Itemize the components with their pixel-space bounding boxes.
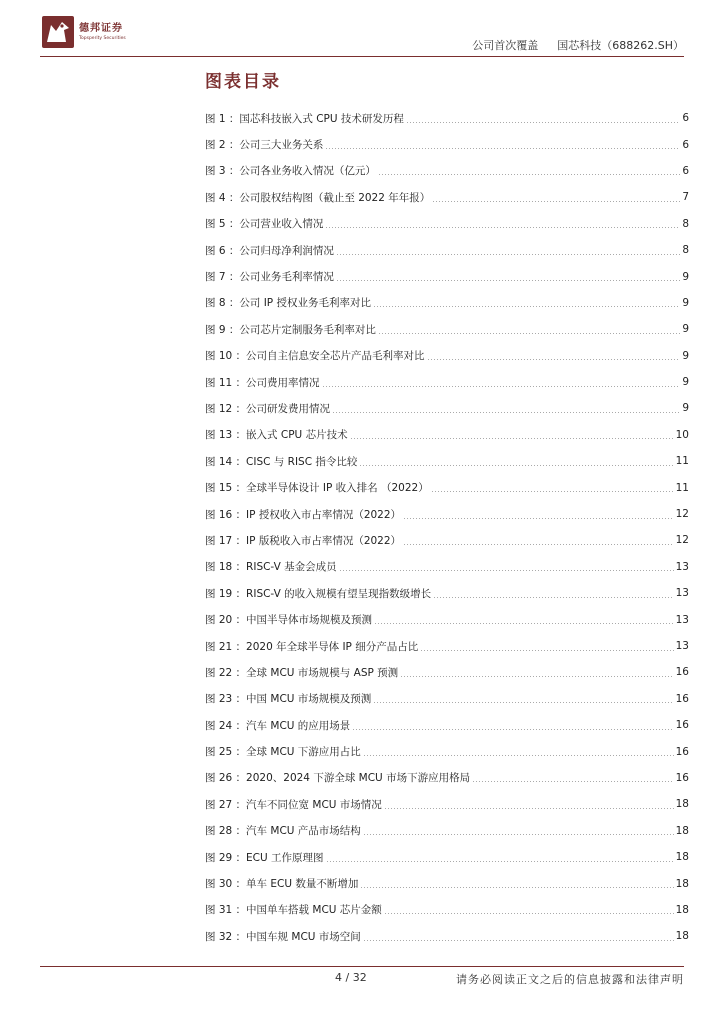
toc-dot-leader: [403, 518, 674, 519]
toc-entry-label: 图 26 ：: [205, 772, 247, 785]
toc-entry[interactable]: [205, 923, 689, 949]
toc-entry-label: 图 10 ：: [205, 350, 247, 363]
toc-dot-leader: [432, 201, 680, 202]
toc-dot-leader: [363, 940, 674, 941]
toc-entry-page: 7: [682, 191, 689, 204]
toc-entry-title: [205, 480, 429, 495]
toc-entry-label: 图 5 ：: [205, 218, 240, 231]
toc-entry-label: 图 13 ：: [205, 429, 247, 442]
toc-entry-title: [205, 691, 371, 706]
toc-entry-page: 10: [675, 428, 689, 441]
toc-entry-title: [205, 823, 361, 838]
toc-entry[interactable]: [205, 105, 689, 131]
toc-entry-title: [205, 929, 361, 944]
toc-entry[interactable]: [205, 897, 689, 923]
toc-entry-label: 图 9 ：: [205, 323, 240, 336]
toc-entry-title: [205, 427, 348, 442]
toc-entry[interactable]: [205, 237, 689, 263]
toc-entry-text: 公司归母净利润情况: [239, 244, 334, 257]
page-number: 4 / 32: [335, 971, 367, 984]
toc-entry[interactable]: [205, 791, 689, 817]
toc-entry-text: 公司费用率情况: [246, 376, 320, 389]
toc-entry-text: 全球 MCU 下游应用占比: [246, 746, 361, 759]
toc-entry-page: 8: [682, 217, 689, 230]
toc-dot-leader: [403, 544, 674, 545]
toc-entry[interactable]: [205, 501, 689, 527]
toc-entry-text: 汽车 MCU 产品市场结构: [246, 825, 361, 838]
toc-entry-page: 9: [682, 296, 689, 309]
toc-dot-leader: [373, 702, 673, 703]
toc-entry[interactable]: [205, 527, 689, 553]
toc-dot-leader: [360, 887, 673, 888]
toc-entry[interactable]: [205, 659, 689, 685]
toc-entry-text: 公司 IP 授权业务毛利率对比: [239, 297, 371, 310]
toc-dot-leader: [384, 913, 674, 914]
toc-entry[interactable]: [205, 474, 689, 500]
toc-entry-page: 16: [675, 692, 689, 705]
toc-entry-text: 公司三大业务关系: [239, 139, 324, 152]
report-type: 公司首次覆盖: [472, 39, 539, 52]
toc-entry[interactable]: [205, 554, 689, 580]
toc-entry-text: CISC 与 RISC 指令比较: [246, 455, 358, 468]
toc-entry-title: [205, 216, 323, 231]
toc-entry-label: 图 8 ：: [205, 297, 240, 310]
toc-entry-title: [205, 243, 334, 258]
toc-entry-label: 图 16 ：: [205, 508, 247, 521]
toc-entry-text: 国芯科技嵌入式 CPU 技术研发历程: [239, 112, 404, 125]
toc-entry-title: [205, 665, 398, 680]
toc-entry-text: 公司各业务收入情况（亿元）: [239, 165, 376, 178]
toc-entry[interactable]: [205, 686, 689, 712]
toc-entry-page: 16: [675, 745, 689, 758]
toc-entry-page: 18: [675, 877, 689, 890]
toc-entry-label: 图 31 ：: [205, 904, 247, 917]
toc-entry-title: [205, 718, 350, 733]
toc-entry[interactable]: [205, 712, 689, 738]
toc-entry-label: 图 15 ：: [205, 482, 247, 495]
toc-dot-leader: [336, 254, 680, 255]
toc-entry[interactable]: [205, 448, 689, 474]
toc-entry-page: 9: [682, 270, 689, 283]
brand-name-cn: 德邦证券: [79, 22, 123, 34]
toc-entry-text: 嵌入式 CPU 芯片技术: [246, 429, 348, 442]
toc-entry-title: [205, 559, 337, 574]
toc-entry[interactable]: [205, 395, 689, 421]
toc-entry-label: 图 7 ：: [205, 271, 240, 284]
toc-entry-label: 图 24 ：: [205, 719, 247, 732]
brand-logo-icon: [42, 16, 74, 48]
toc-entry-title: [205, 190, 430, 205]
toc-entry[interactable]: [205, 818, 689, 844]
toc-dot-leader: [427, 359, 681, 360]
toc-dot-leader: [352, 729, 673, 730]
toc-entry-page: 9: [682, 323, 689, 336]
toc-entry-title: [205, 770, 470, 785]
toc-entry[interactable]: [205, 738, 689, 764]
toc-entry-text: 中国单车搭载 MCU 芯片金额: [246, 904, 382, 917]
toc-dot-leader: [420, 650, 673, 651]
toc-entry[interactable]: [205, 158, 689, 184]
toc-entry-text: 中国 MCU 市场规模及预测: [246, 693, 372, 706]
toc-entry-title: [205, 586, 431, 601]
toc-entry-text: IP 授权收入市占率情况（2022）: [246, 508, 402, 521]
toc-entry-title: [205, 797, 382, 812]
toc-dot-leader: [400, 676, 673, 677]
toc-entry-label: 图 1 ：: [205, 112, 240, 125]
toc-entry-page: 9: [682, 376, 689, 389]
toc-entry-text: 汽车 MCU 的应用场景: [246, 719, 351, 732]
toc-entry-page: 18: [675, 930, 689, 943]
toc-entry-text: 公司自主信息安全芯片产品毛利率对比: [246, 350, 425, 363]
toc-entry-label: 图 27 ：: [205, 798, 247, 811]
toc-dot-leader: [363, 755, 674, 756]
toc-entry-title: [205, 348, 425, 363]
toc-dot-leader: [332, 412, 680, 413]
toc-entry[interactable]: [205, 422, 689, 448]
toc-entry-page: 13: [675, 640, 689, 652]
toc-entry-page: 13: [675, 613, 689, 626]
legal-disclaimer: 请务必阅读正文之后的信息披露和法律声明: [456, 973, 684, 986]
toc-entry-page: 18: [675, 903, 689, 916]
toc-entry-title: [205, 876, 358, 891]
toc-entry-title: [205, 850, 324, 865]
toc-entry[interactable]: [205, 184, 689, 210]
toc-entry-label: 图 23 ：: [205, 693, 247, 706]
toc-entry[interactable]: [205, 369, 689, 395]
toc-entry[interactable]: [205, 316, 689, 342]
toc-entry-title: [205, 111, 404, 126]
toc-entry-page: 12: [675, 534, 689, 547]
brand-name-en: Topsperity Securities: [79, 35, 126, 41]
toc-dot-leader: [431, 491, 674, 492]
toc-entry-text: 2020 年全球半导体 IP 细分产品占比: [246, 640, 419, 653]
toc-entry-page: 11: [675, 455, 689, 468]
toc-entry-label: 图 30 ：: [205, 878, 247, 891]
toc-entry[interactable]: [205, 211, 689, 237]
toc-dot-leader: [472, 781, 674, 782]
toc-entry-page: 6: [682, 112, 689, 125]
toc-dot-leader: [433, 597, 673, 598]
toc-entry-text: 全球半导体设计 IP 收入排名 （2022）: [246, 482, 429, 495]
toc-entry-title: [205, 137, 323, 152]
toc-entry-label: 图 4 ：: [205, 191, 240, 204]
figure-toc: [205, 105, 689, 950]
toc-dot-leader: [322, 386, 681, 387]
toc-entry-label: 图 20 ：: [205, 614, 247, 627]
header-divider: [40, 56, 684, 57]
toc-entry-text: 公司营业收入情况: [239, 218, 324, 231]
toc-dot-leader: [384, 808, 674, 809]
toc-entry[interactable]: [205, 343, 689, 369]
toc-entry-text: 公司研发费用情况: [246, 402, 331, 415]
toc-dot-leader: [325, 227, 680, 228]
toc-entry-page: 6: [682, 164, 689, 177]
toc-entry-text: 全球 MCU 市场规模与 ASP 预测: [246, 666, 399, 679]
toc-entry[interactable]: [205, 633, 689, 659]
toc-entry-text: 2020、2024 下游全球 MCU 市场下游应用格局: [246, 772, 471, 785]
toc-dot-leader: [339, 570, 674, 571]
brand-logo: [42, 16, 126, 48]
toc-entry-label: 图 29 ：: [205, 851, 247, 864]
toc-entry-page: 6: [682, 138, 689, 151]
toc-dot-leader: [363, 834, 674, 835]
toc-entry-page: 16: [675, 719, 689, 732]
toc-dot-leader: [406, 122, 680, 123]
toc-entry-label: 图 17 ：: [205, 534, 247, 547]
toc-entry-label: 图 22 ：: [205, 666, 247, 679]
toc-entry-title: [205, 401, 330, 416]
toc-entry-title: [205, 507, 401, 522]
toc-entry-text: 公司芯片定制服务毛利率对比: [239, 323, 376, 336]
toc-entry-title: [205, 639, 418, 654]
toc-entry-label: 图 28 ：: [205, 825, 247, 838]
toc-entry-label: 图 2 ：: [205, 139, 240, 152]
toc-entry-title: [205, 454, 357, 469]
toc-entry-title: [205, 163, 376, 178]
toc-entry-label: 图 6 ：: [205, 244, 240, 257]
toc-entry-text: RISC-V 的收入规模有望呈现指数级增长: [246, 587, 432, 600]
toc-entry-label: 图 11 ：: [205, 376, 247, 389]
toc-entry-page: 12: [675, 508, 689, 521]
toc-dot-leader: [325, 148, 680, 149]
toc-entry[interactable]: [205, 131, 689, 157]
toc-dot-leader: [350, 438, 674, 439]
toc-entry-page: 16: [675, 771, 689, 784]
toc-dot-leader: [326, 861, 674, 862]
toc-entry-label: 图 14 ：: [205, 455, 247, 468]
toc-entry-page: 18: [675, 798, 689, 811]
toc-entry-page: 18: [675, 851, 689, 864]
toc-entry-page: 11: [675, 481, 689, 494]
toc-entry-page: 9: [682, 349, 689, 362]
toc-entry-text: 汽车不同位宽 MCU 市场情况: [246, 798, 382, 811]
footer-divider: [40, 966, 684, 967]
toc-entry-title: [205, 269, 334, 284]
toc-entry-page: 16: [675, 666, 689, 679]
toc-entry-text: RISC-V 基金会成员: [246, 561, 337, 574]
toc-entry-label: 图 21 ：: [205, 640, 247, 653]
toc-entry[interactable]: [205, 263, 689, 289]
toc-entry[interactable]: [205, 580, 689, 606]
toc-entry-page: 8: [682, 244, 689, 257]
toc-entry-label: 图 19 ：: [205, 587, 247, 600]
toc-entry[interactable]: [205, 765, 689, 791]
toc-entry-title: [205, 612, 372, 627]
toc-entry[interactable]: [205, 290, 689, 316]
toc-entry-title: [205, 533, 401, 548]
toc-dot-leader: [336, 280, 680, 281]
toc-dot-leader: [374, 623, 674, 624]
toc-entry-page: 9: [682, 402, 689, 415]
toc-entry-page: 13: [675, 560, 689, 573]
toc-entry[interactable]: [205, 606, 689, 632]
toc-entry-text: 中国半导体市场规模及预测: [246, 614, 373, 627]
toc-dot-leader: [378, 174, 680, 175]
toc-entry-title: [205, 375, 320, 390]
toc-entry-page: 18: [675, 824, 689, 837]
toc-entry-page: 13: [675, 587, 689, 600]
toc-entry-text: IP 版税收入市占率情况（2022）: [246, 534, 402, 547]
toc-dot-leader: [359, 465, 673, 466]
toc-entry-label: 图 25 ：: [205, 746, 247, 759]
toc-entry-title: [205, 322, 376, 337]
section-title: 图表目录: [205, 72, 281, 92]
toc-entry-text: 单车 ECU 数量不断增加: [246, 878, 359, 891]
toc-entry-label: 图 32 ：: [205, 930, 247, 943]
toc-entry-label: 图 3 ：: [205, 165, 240, 178]
toc-entry-text: ECU 工作原理图: [246, 851, 324, 864]
toc-entry[interactable]: [205, 870, 689, 896]
toc-entry-text: 公司股权结构图（截止至 2022 年年报）: [239, 191, 431, 204]
toc-entry[interactable]: [205, 844, 689, 870]
toc-entry-label: 图 12 ：: [205, 402, 247, 415]
toc-dot-leader: [378, 333, 680, 334]
toc-dot-leader: [373, 306, 680, 307]
company-name: 国芯科技（688262.SH）: [557, 39, 684, 52]
toc-entry-title: [205, 295, 371, 310]
toc-entry-title: [205, 744, 361, 759]
toc-entry-text: 中国车规 MCU 市场空间: [246, 930, 361, 943]
toc-entry-title: [205, 902, 382, 917]
toc-entry-text: 公司业务毛利率情况: [239, 271, 334, 284]
report-header: [472, 37, 684, 53]
toc-entry-label: 图 18 ：: [205, 561, 247, 574]
